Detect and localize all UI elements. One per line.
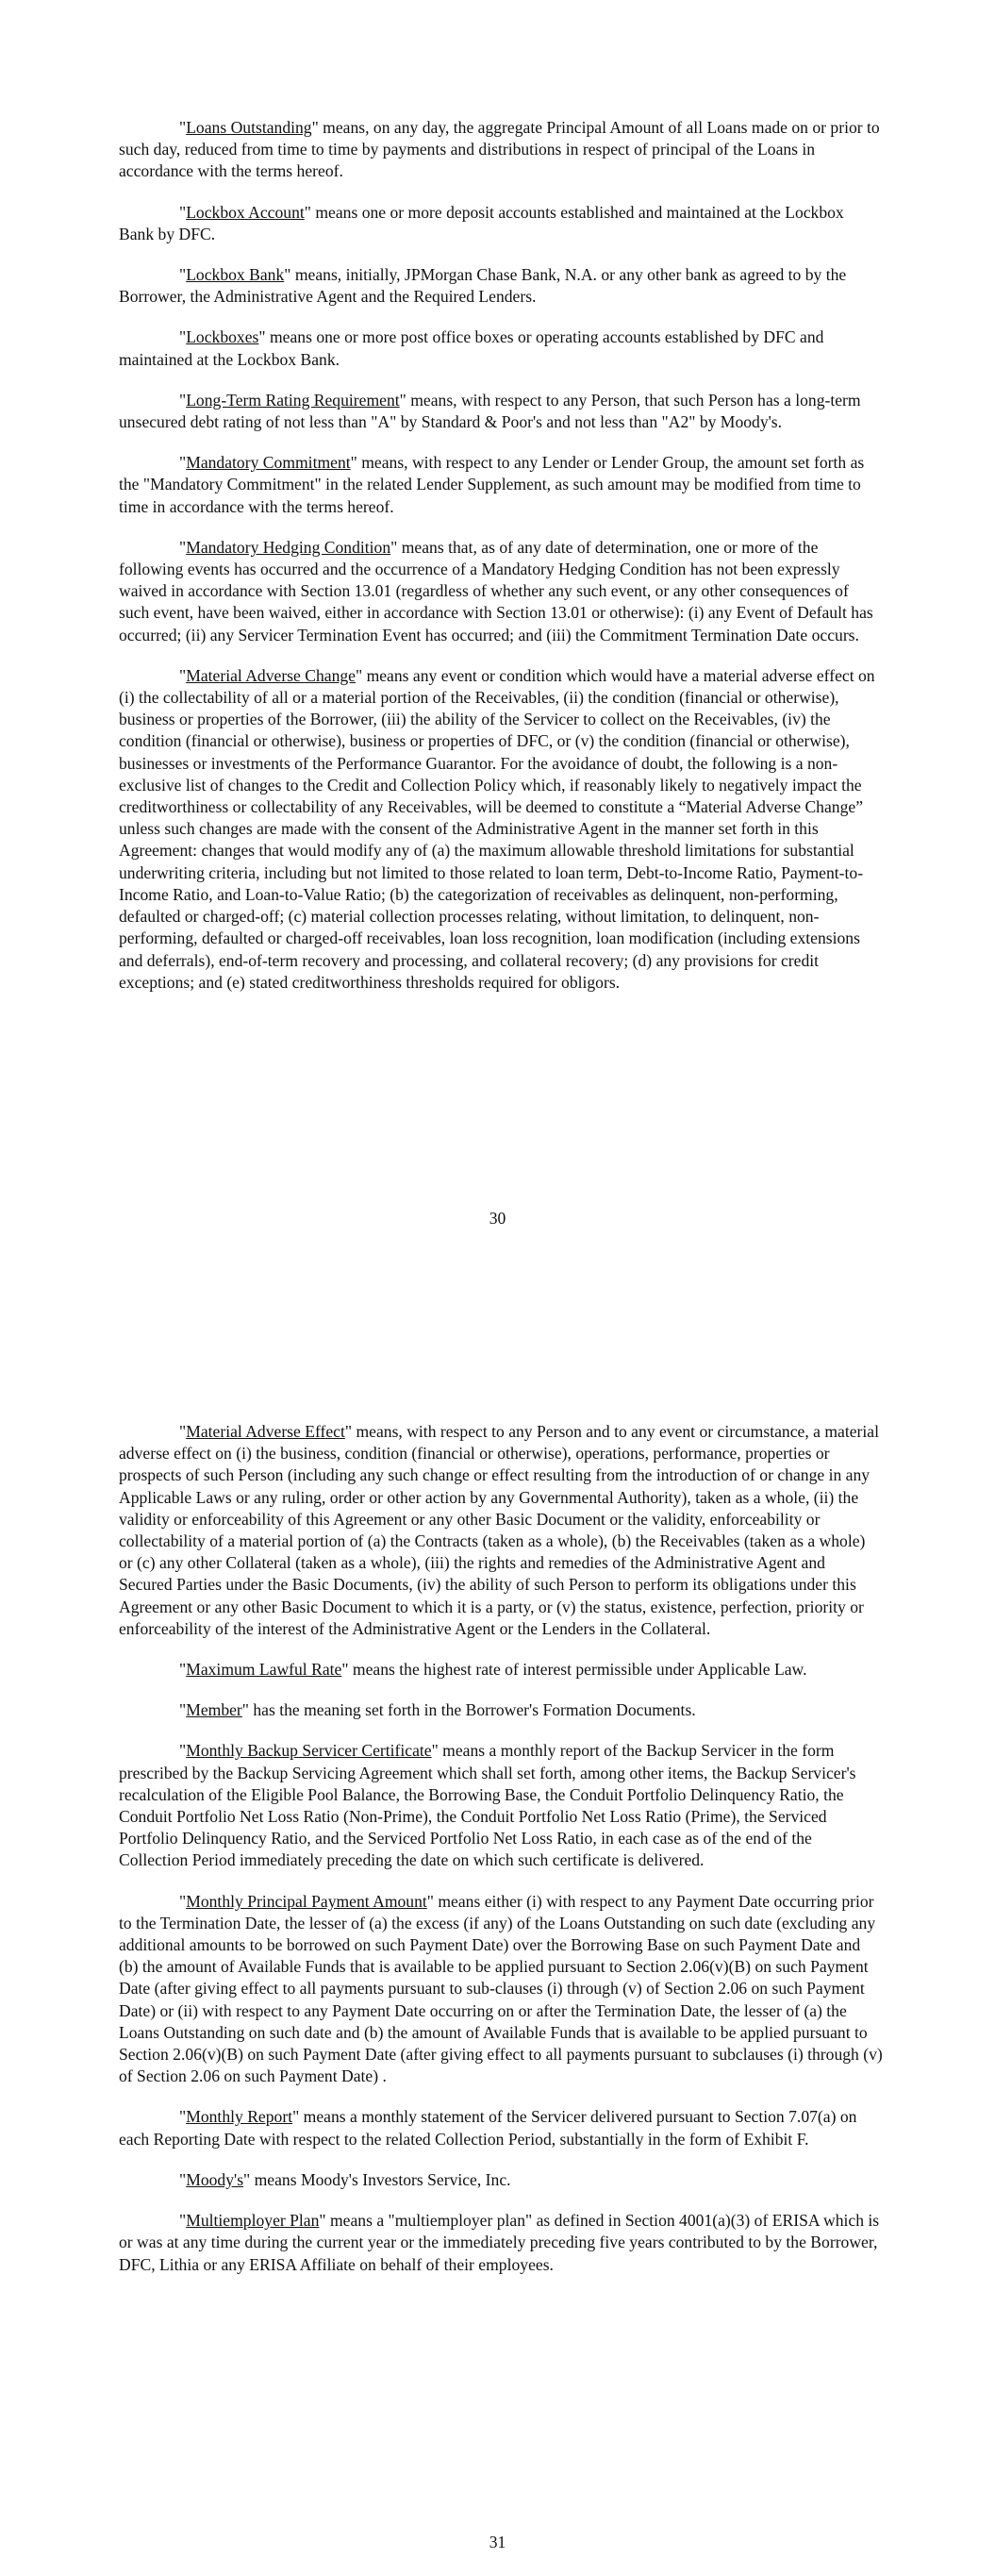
definition-text: " means, on any day, the aggregate Principal Amount of all Loans made on or prior to such day, reduced from time to time by payments and distributions in respect of principal of the Loans in accordance with the terms hereof. xyxy=(119,118,880,181)
definition-text: " means one or more deposit accounts established and maintained at the Lockbox Bank by DFC. xyxy=(119,202,844,243)
definition-monthly-report xyxy=(119,2106,883,2149)
open-quote: " xyxy=(179,202,187,222)
open-quote: " xyxy=(179,1700,187,1720)
defined-term: Mandatory Commitment xyxy=(186,453,351,473)
definition-multiemployer-plan xyxy=(119,2210,883,2276)
open-quote: " xyxy=(179,2169,187,2189)
open-quote: " xyxy=(179,1891,187,1911)
definition-maximum-lawful-rate xyxy=(119,1659,883,1681)
definition-text: " means a monthly statement of the Servicer delivered pursuant to Section 7.07(a) on each Reporting Date with respect to the related Collection Period, substantially in the form of Exhibit F. xyxy=(119,2107,857,2149)
defined-term: Lockbox Bank xyxy=(186,265,285,285)
definition-material-adverse-effect xyxy=(119,1421,883,1640)
definition-text: " means either (i) with respect to any Payment Date occurring prior to the Termination Date, the lesser of (a) the excess (if any) of the Loans Outstanding on such date (excluding any additional amounts to be borrowed on such Payment Date) over the Borrowing Base on such Payment Date and (b) the amount of Available Funds that is available to be applied pursuant to Section 2.06(v)(B) on such Payment Date (after giving effect to all payments pursuant to sub-clauses (i) through (v) of Section 2.06 on such Payment Date) or (ii) with respect to any Payment Date occurring on or after the Termination Date, the lesser of (a) the Loans Outstanding on such date and (b) the amount of Available Funds that is available to be applied pursuant to Section 2.06(v)(B) on such Payment Date (after giving effect to all payments pursuant to subclauses (i) through (v) of Section 2.06 on such Payment Date) . xyxy=(119,1891,883,2086)
page-number: 31 xyxy=(489,2533,506,2551)
open-quote: " xyxy=(179,1741,187,1761)
defined-term: Loans Outstanding xyxy=(186,118,312,137)
page-number: 30 xyxy=(489,1209,506,1228)
definition-text: " means a "multiemployer plan" as defined in Section 4001(a)(3) of ERISA which is or was at any time during the current year or the immediately preceding five years contributed to by the Borrower, DFC, Lithia or any ERISA Affiliate on behalf of their employees. xyxy=(119,2211,880,2274)
defined-term: Monthly Principal Payment Amount xyxy=(186,1891,427,1911)
defined-term: Member xyxy=(186,1700,242,1720)
open-quote: " xyxy=(179,265,187,285)
definition-mandatory-commitment xyxy=(119,452,883,518)
defined-term: Moody's xyxy=(186,2169,244,2189)
defined-term: Lockboxes xyxy=(186,327,259,347)
definition-text: " has the meaning set forth in the Borrower's Formation Documents. xyxy=(241,1700,696,1720)
open-quote: " xyxy=(179,327,187,347)
defined-term: Lockbox Account xyxy=(186,202,305,222)
open-quote: " xyxy=(179,390,187,410)
open-quote: " xyxy=(179,2107,187,2127)
definition-text: " means a monthly report of the Backup Servicer in the form prescribed by the Backup Servicing Agreement which shall set forth, among other items, the Backup Servicer's recalculation of the Eligible Pool Balance, the Borrowing Base, the Conduit Portfolio Delinquency Ratio, the Conduit Portfolio Net Loss Ratio (Non-Prime), the Conduit Portfolio Net Loss Ratio (Prime), the Serviced Portfolio Delinquency Ratio, and the Serviced Portfolio Net Loss Ratio, in each case as of the end of the Collection Period immediately preceding the date on which such certificate is delivered. xyxy=(119,1741,856,1870)
definition-monthly-backup-servicer-certificate xyxy=(119,1740,883,1871)
document-page-30 xyxy=(0,0,995,1250)
definition-moodys xyxy=(119,2169,883,2191)
definition-text: " means, initially, JPMorgan Chase Bank, N.A. or any other bank as agreed to by the Borrower, the Administrative Agent and the Required Lenders. xyxy=(119,265,847,307)
definition-lockboxes xyxy=(119,326,883,370)
defined-term: Material Adverse Effect xyxy=(186,1422,345,1441)
defined-term: Long-Term Rating Requirement xyxy=(186,390,400,410)
definition-monthly-principal-payment-amount xyxy=(119,1891,883,2088)
defined-term: Monthly Report xyxy=(186,2107,293,2127)
definition-text: " means, with respect to any Person, that such Person has a long-term unsecured debt rating of not less than "A" by Standard & Poor's and not less than "A2" by Moody's. xyxy=(119,390,861,432)
definition-material-adverse-change xyxy=(119,665,883,994)
defined-term: Mandatory Hedging Condition xyxy=(186,537,391,557)
definition-lockbox-bank xyxy=(119,264,883,308)
definition-loans-outstanding xyxy=(119,117,883,183)
definitions-block xyxy=(119,1421,883,2295)
definition-text: " means, with respect to any Person and to any event or circumstance, a material adverse effect on (i) the business, condition (financial or otherwise), operations, performance, properties or prospects of such Person (including any such change or effect resulting from the introduction of or change in any Applicable Laws or any ruling, order or other action by any Governmental Authority), taken as a whole, (ii) the validity or enforceability of this Agreement or any other Basic Document or the validity, enforceability or collectability of a material portion of (a) the Contracts (taken as a whole), (b) the Receivables (taken as a whole) or (c) any other Collateral (taken as a whole), (iii) the rights and remedies of the Administrative Agent and Secured Parties under the Basic Documents, (iv) the ability of such Person to perform its obligations under this Agreement or any other Basic Document to which it is a party, or (v) the status, existence, perfection, priority or enforceability of the interest of the Administrative Agent or the Lenders in the Collateral. xyxy=(119,1422,879,1638)
definition-lockbox-account xyxy=(119,202,883,245)
defined-term: Multiemployer Plan xyxy=(186,2211,320,2231)
open-quote: " xyxy=(179,453,187,473)
defined-term: Material Adverse Change xyxy=(186,665,356,685)
definition-text: " means Moody's Investors Service, Inc. xyxy=(243,2169,511,2189)
open-quote: " xyxy=(179,1660,187,1680)
definition-text: " means the highest rate of interest permissible under Applicable Law. xyxy=(341,1660,807,1680)
definition-text: " means one or more post office boxes or operating accounts established by DFC and maintained at the Lockbox Bank. xyxy=(119,327,824,369)
definition-long-term-rating-requirement xyxy=(119,390,883,433)
open-quote: " xyxy=(179,118,187,137)
definition-text: " means, with respect to any Lender or Lender Group, the amount set forth as the "Mandatory Commitment" in the related Lender Supplement, as such amount may be modified from time to time in accordance with the terms hereof. xyxy=(119,453,865,516)
defined-term: Maximum Lawful Rate xyxy=(186,1660,342,1680)
definition-text: " means that, as of any date of determination, one or more of the following events has occurred and the occurrence of a Mandatory Hedging Condition has not been expressly waived in accordance with Section 13.01 (regardless of whether any such event, or any other consequences of such event, have been waived, either in accordance with Section 13.01 or otherwise): (i) any Event of Default has occurred; (ii) any Servicer Termination Event has occurred; and (iii) the Commitment Termination Date occurs. xyxy=(119,537,873,644)
definition-mandatory-hedging-condition xyxy=(119,537,883,646)
open-quote: " xyxy=(179,665,187,685)
document-page-31 xyxy=(0,1406,995,2576)
open-quote: " xyxy=(179,1422,187,1441)
defined-term: Monthly Backup Servicer Certificate xyxy=(186,1741,432,1761)
definition-text: " means any event or condition which would have a material adverse effect on (i) the collectability of all or a material portion of the Receivables, (ii) the condition (financial or otherwise), business or properties of the Borrower, (iii) the ability of the Servicer to collect on the Receivables, (iv) the condition (financial or otherwise), business or properties of DFC, or (v) the condition (financial or otherwise), businesses or investments of the Performance Guarantor. For the avoidance of doubt, the following is a non-exclusive list of changes to the Credit and Collection Policy which, if reasonably likely to negatively impact the creditworthiness or collectability of any Receivables, will be deemed to constitute a “Material Adverse Change” unless such changes are made with the consent of the Administrative Agent in the manner set forth in this Agreement: changes that would modify any of (a) the maximum allowable threshold limitations for substantial underwriting criteria, including but not limited to those related to loan term, Debt-to-Income Ratio, Payment-to-Income Ratio, and Loan-to-Value Ratio; (b) the categorization of receivables as delinquent, non-performing, defaulted or charged-off; (c) material collection processes relating, without limitation, to delinquent, non-performing, defaulted or charged-off receivables, loan loss recognition, loan modification (including extensions and deferrals), end-of-term recovery and processing, and collateral recovery; (d) any provisions for credit exceptions; and (e) stated creditworthiness thresholds required for obligors. xyxy=(119,665,875,992)
open-quote: " xyxy=(179,2211,187,2231)
definition-member xyxy=(119,1699,883,1721)
open-quote: " xyxy=(179,537,187,557)
definitions-block xyxy=(119,117,883,1012)
